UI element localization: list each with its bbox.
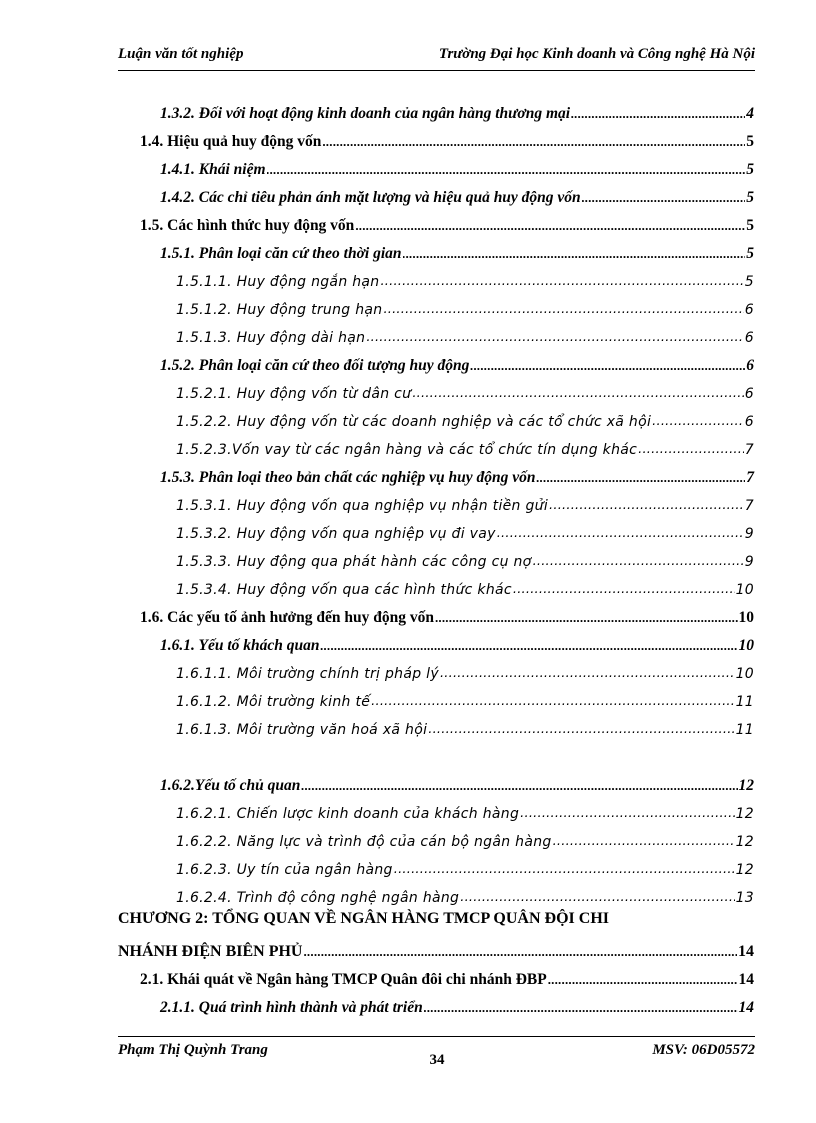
- toc-entry-title: 1.5.1. Phân loại căn cứ theo thời gian: [160, 245, 402, 262]
- toc-entry-title: 1.5.2.3.Vốn vay từ các ngân hàng và các tổ chức tín dụng khác: [176, 442, 638, 458]
- toc-entry[interactable]: [176, 548, 754, 572]
- toc-entry-title: 1.4.2. Các chỉ tiêu phản ánh mặt lượng và hiệu quả huy động vốn: [160, 189, 581, 206]
- toc-leader-dots: [536, 468, 745, 488]
- toc-leader-dots: [513, 580, 735, 600]
- header-rule: [118, 70, 755, 71]
- toc-entry-title: 1.6. Các yếu tố ảnh hưởng đến huy động vốn: [140, 609, 434, 626]
- toc-entry[interactable]: [176, 520, 754, 544]
- toc-entry[interactable]: [176, 380, 754, 404]
- toc-leader-dots: [403, 244, 746, 264]
- toc-leader-dots: [380, 272, 743, 292]
- toc-entry-page: 14: [738, 943, 754, 960]
- toc-entry-page: 5: [746, 133, 754, 150]
- toc-leader-dots: [652, 412, 744, 432]
- toc-entry-page: 4: [746, 105, 754, 122]
- toc-entry-title: 1.6.2.2. Năng lực và trình độ của cán bộ ngân hàng: [176, 834, 552, 850]
- toc-entry[interactable]: [160, 772, 754, 796]
- toc-entry-title: 1.6.1.3. Môi trường văn hoá xã hội: [176, 722, 428, 738]
- toc-leader-dots: [460, 888, 734, 908]
- chapter-2-heading-line2[interactable]: [118, 938, 754, 962]
- toc-entry-page: 10: [735, 582, 754, 598]
- toc-entry[interactable]: [160, 632, 754, 656]
- toc-entry-title: 1.5.3. Phân loại theo bản chất các nghiệp vụ huy động vốn: [160, 469, 536, 486]
- toc-entry[interactable]: [176, 296, 754, 320]
- toc-entry-page: 6: [744, 330, 754, 346]
- toc-leader-dots: [428, 720, 734, 740]
- toc-entry-title: 1.6.2.4. Trình độ công nghệ ngân hàng: [176, 890, 460, 906]
- toc-entry-title: 1.6.2.Yếu tố chủ quan: [160, 777, 301, 794]
- toc-entry-title: 1.6.1.1. Môi trường chính trị pháp lý: [176, 666, 439, 682]
- toc-leader-dots: [383, 300, 743, 320]
- toc-leader-dots: [412, 384, 743, 404]
- toc-leader-dots: [322, 132, 745, 152]
- header-university: Trường Đại học Kinh doanh và Công nghệ Hà Nội: [438, 46, 755, 62]
- toc-entry-title: 1.6.1. Yếu tố khách quan: [160, 637, 320, 654]
- toc-entry[interactable]: [176, 492, 754, 516]
- toc-entry-page: 11: [735, 722, 754, 738]
- toc-leader-dots: [267, 160, 746, 180]
- toc-entry-page: 12: [735, 862, 754, 878]
- toc-leader-dots: [366, 328, 743, 348]
- toc-entry-title: 1.5.2.2. Huy động vốn từ các doanh nghiệp và các tổ chức xã hội: [176, 414, 652, 430]
- toc-entry-title: 1.5.2.1. Huy động vốn từ dân cư: [176, 386, 412, 402]
- toc-entry[interactable]: [176, 716, 754, 740]
- footer-rule: [118, 1036, 755, 1037]
- toc-entry-page: 10: [738, 609, 754, 626]
- toc-entry[interactable]: [140, 604, 754, 628]
- toc-entry-title: 1.5.1.3. Huy động dài hạn: [176, 330, 366, 346]
- toc-entry[interactable]: [176, 436, 754, 460]
- toc-entry-page: 5: [746, 189, 754, 206]
- toc-entry-title: 1.5.1.1. Huy động ngắn hạn: [176, 274, 380, 290]
- chapter-2-heading-line1[interactable]: CHƯƠNG 2: TỔNG QUAN VỀ NGÂN HÀNG TMCP QUÂN ĐỘI CHI: [118, 910, 609, 927]
- toc-entry-page: 5: [744, 274, 754, 290]
- toc-entry-title: 1.6.1.2. Môi trường kinh tế: [176, 694, 371, 710]
- toc-leader-dots: [549, 496, 744, 516]
- toc-entry[interactable]: [160, 240, 754, 264]
- toc-leader-dots: [301, 776, 737, 796]
- toc-leader-dots: [582, 188, 746, 208]
- toc-leader-dots: [571, 104, 745, 124]
- toc-entry-title: 1.6.2.1. Chiến lược kinh doanh của khách hàng: [176, 806, 520, 822]
- toc-entry[interactable]: [176, 884, 754, 908]
- toc-entry[interactable]: [176, 660, 754, 684]
- toc-leader-dots: [638, 440, 744, 460]
- toc-entry[interactable]: [160, 184, 754, 208]
- toc-leader-dots: [371, 692, 734, 712]
- toc-entry-title: NHÁNH ĐIỆN BIÊN PHỦ: [118, 943, 303, 960]
- toc-entry-page: 9: [744, 554, 754, 570]
- toc-entry-page: 7: [744, 498, 754, 514]
- toc-entry-page: 14: [738, 999, 754, 1016]
- footer-author: Phạm Thị Quỳnh Trang: [118, 1042, 268, 1058]
- toc-leader-dots: [424, 998, 738, 1018]
- toc-entry[interactable]: [160, 464, 754, 488]
- toc-entry-page: 14: [738, 971, 754, 988]
- toc-entry-title: 1.5.3.1. Huy động vốn qua nghiệp vụ nhận tiền gửi: [176, 498, 549, 514]
- toc-entry-page: 7: [746, 469, 754, 486]
- toc-entry-title: 1.5.3.4. Huy động vốn qua các hình thức khác: [176, 582, 512, 598]
- toc-leader-dots: [520, 804, 734, 824]
- toc-entry[interactable]: [176, 324, 754, 348]
- toc-leader-dots: [320, 636, 737, 656]
- toc-leader-dots: [497, 524, 744, 544]
- toc-entry-page: 12: [735, 834, 754, 850]
- toc-entry[interactable]: [160, 352, 754, 376]
- toc-entry[interactable]: [160, 156, 754, 180]
- toc-entry-page: 12: [735, 806, 754, 822]
- toc-entry-title: 1.4.1. Khái niệm: [160, 161, 266, 178]
- toc-entry-title: 1.6.2.3. Uy tín của ngân hàng: [176, 862, 393, 878]
- toc-entry[interactable]: [160, 100, 754, 124]
- toc-entry-title: 1.3.2. Đối với hoạt động kinh doanh của ngân hàng thương mại: [160, 105, 571, 122]
- toc-entry-title: 2.1. Khái quát về Ngân hàng TMCP Quân đôi chi nhánh ĐBP: [140, 971, 547, 988]
- toc-entry[interactable]: [176, 268, 754, 292]
- toc-entry-page: 10: [738, 637, 754, 654]
- toc-entry-title: 2.1.1. Quá trình hình thành và phát triển: [160, 999, 423, 1016]
- toc-entry-title: 1.4. Hiệu quả huy động vốn: [140, 133, 322, 150]
- toc-entry-page: 6: [744, 414, 754, 430]
- toc-entry[interactable]: [176, 800, 754, 824]
- toc-leader-dots: [470, 356, 745, 376]
- toc-leader-dots: [303, 942, 737, 962]
- toc-entry[interactable]: [140, 128, 754, 152]
- toc-leader-dots: [533, 552, 744, 572]
- toc-entry-page: 9: [744, 526, 754, 542]
- toc-entry-title: 1.5.1.2. Huy động trung hạn: [176, 302, 383, 318]
- page-footer: [118, 1042, 755, 1082]
- toc-entry-title: 1.5.2. Phân loại căn cứ theo đối tượng huy động: [160, 357, 470, 374]
- toc-entry-page: 13: [735, 890, 754, 906]
- toc-entry-title: 1.5. Các hình thức huy động vốn: [140, 217, 355, 234]
- toc-entry-page: 5: [746, 217, 754, 234]
- page-header: [118, 44, 755, 68]
- toc-entry[interactable]: [176, 576, 754, 600]
- toc-entry[interactable]: [140, 212, 754, 236]
- toc-entry[interactable]: [176, 408, 754, 432]
- footer-student-id: MSV: 06D05572: [652, 1042, 755, 1058]
- toc-entry[interactable]: [176, 856, 754, 880]
- toc-leader-dots: [394, 860, 735, 880]
- toc-entry[interactable]: [176, 828, 754, 852]
- toc-entry-page: 11: [735, 694, 754, 710]
- toc-leader-dots: [435, 608, 738, 628]
- toc-leader-dots: [440, 664, 735, 684]
- toc-entry-page: 7: [744, 442, 754, 458]
- toc-entry-page: 10: [735, 666, 754, 682]
- toc-entry-title: 1.5.3.2. Huy động vốn qua nghiệp vụ đi vay: [176, 526, 496, 542]
- toc-leader-dots: [355, 216, 745, 236]
- toc-entry-page: 6: [746, 357, 754, 374]
- toc-leader-dots: [553, 832, 735, 852]
- footer-page-number: 34: [429, 1052, 445, 1068]
- toc-entry-title: 1.5.3.3. Huy động qua phát hành các công cụ nợ: [176, 554, 532, 570]
- toc-entry-tail[interactable]: [160, 994, 754, 1018]
- toc-entry-page: 5: [746, 161, 754, 178]
- toc-entry-page: 12: [738, 777, 754, 794]
- toc-entry-page: 5: [746, 245, 754, 262]
- toc-leader-dots: [548, 970, 738, 990]
- toc-entry-tail[interactable]: [140, 966, 754, 990]
- toc-entry-page: 6: [744, 302, 754, 318]
- toc-entry[interactable]: [176, 688, 754, 712]
- header-thesis-label: Luận văn tốt nghiệp: [118, 46, 244, 62]
- toc-entry-page: 6: [744, 386, 754, 402]
